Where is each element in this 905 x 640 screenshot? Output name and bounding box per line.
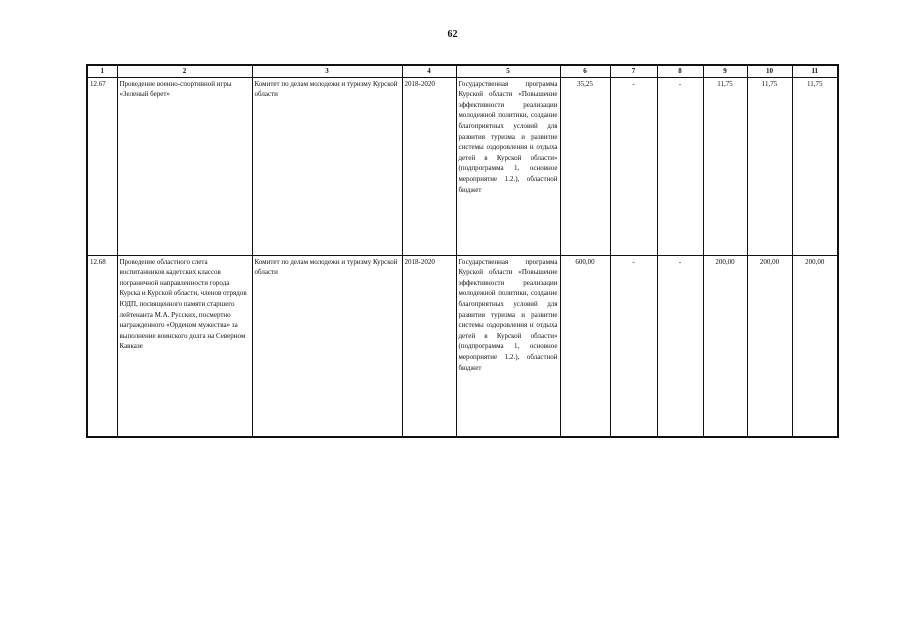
cell-col9: 200,00 (703, 255, 747, 437)
column-header: 1 (87, 65, 117, 77)
column-header: 10 (747, 65, 792, 77)
cell-col11: 11,75 (792, 77, 838, 255)
period: 2018-2020 (402, 255, 456, 437)
page-number: 62 (447, 29, 458, 40)
column-header: 2 (117, 65, 252, 77)
cell-col9: 11,75 (703, 77, 747, 255)
column-header: 8 (657, 65, 703, 77)
event-name: Проведение военно-спортивной игры «Зеленый берет» (117, 77, 252, 255)
column-header: 7 (610, 65, 657, 77)
funding-source: Государственная программа Курской области «Повышение эффективности реализации молодежной политики, создание благоприятных условий для развития туризма и развитие системы оздоровления и отдыха детей в Курской области» (подпрограмма 1, основное мероприятие 1.2.), областной бюджет (456, 77, 560, 255)
event-name: Проведение областного слета воспитанников кадетских классов пограничной направленности города Курска и Курской области, членов отрядов ЮДП, посвященного памяти старшего лейтенанта М.А. Русских, посмертно награжденного «Орденом мужества» за выполнение воинского долга на Северном Кавказе (117, 255, 252, 437)
column-header: 4 (402, 65, 456, 77)
row-number: 12.68 (87, 255, 117, 437)
cell-col10: 200,00 (747, 255, 792, 437)
total-amount: 600,00 (560, 255, 610, 437)
executor: Комитет по делам молодежи и туризму Курской области (252, 77, 402, 255)
cell-col8: - (657, 255, 703, 437)
total-amount: 35,25 (560, 77, 610, 255)
column-header: 3 (252, 65, 402, 77)
period: 2018-2020 (402, 77, 456, 255)
column-header: 6 (560, 65, 610, 77)
row-number: 12.67 (87, 77, 117, 255)
header-row (87, 65, 838, 77)
column-header: 9 (703, 65, 747, 77)
activities-table (86, 64, 839, 438)
cell-col8: - (657, 77, 703, 255)
cell-col7: - (610, 77, 657, 255)
funding-source: Государственная программа Курской области «Повышение эффективности реализации молодежной политики, создание благоприятных условий для развития туризма и развитие системы оздоровления и отдыха детей в Курской области» (подпрограмма 1, основное мероприятие 1.2.), областной бюджет (456, 255, 560, 437)
cell-col7: - (610, 255, 657, 437)
column-header: 11 (792, 65, 838, 77)
cell-col10: 11,75 (747, 77, 792, 255)
cell-col11: 200,00 (792, 255, 838, 437)
table-row (87, 255, 838, 437)
table-row (87, 77, 838, 255)
column-header: 5 (456, 65, 560, 77)
executor: Комитет по делам молодежи и туризму Курской области (252, 255, 402, 437)
